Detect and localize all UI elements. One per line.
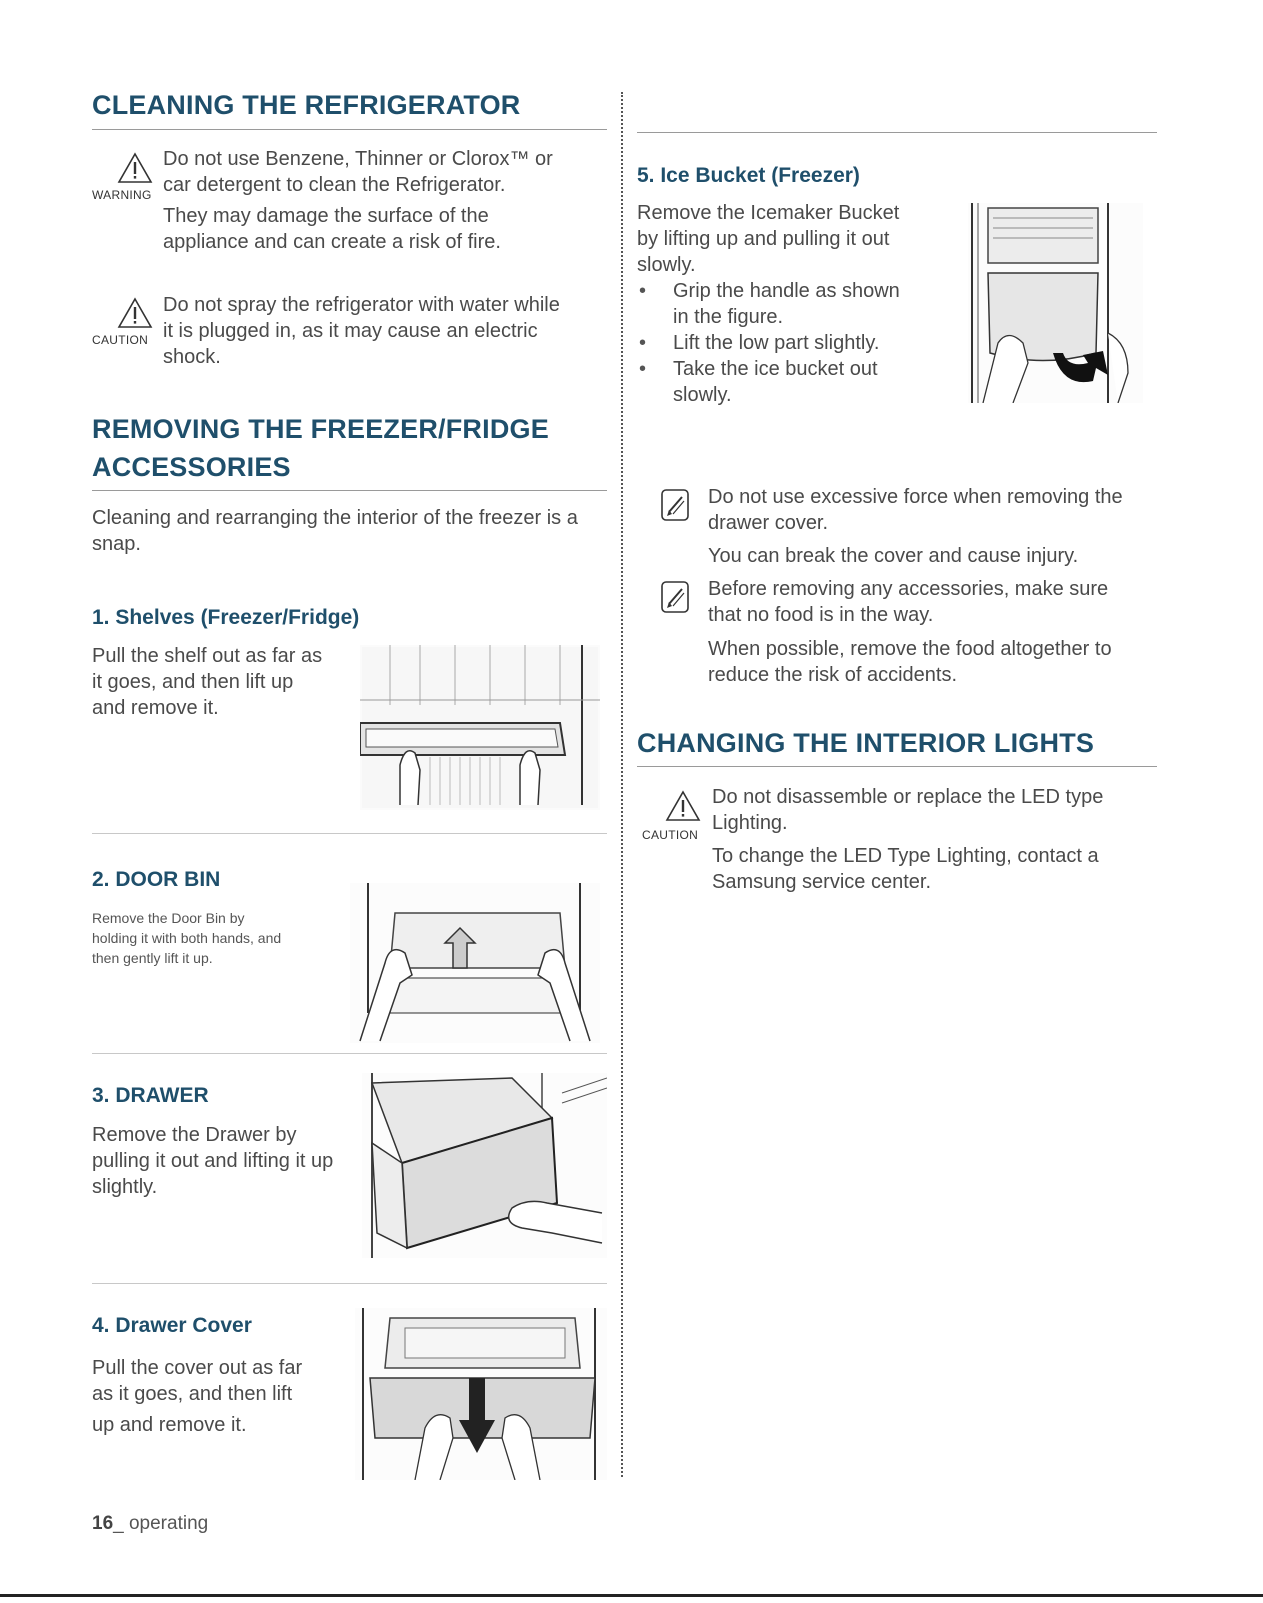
page-number: 16 bbox=[92, 1513, 114, 1534]
door-bin-line-1: Remove the Door Bin by bbox=[92, 910, 245, 926]
removing-title-line-1: REMOVING THE FREEZER/FRIDGE bbox=[92, 414, 549, 444]
lights-caution-line-4: Samsung service center. bbox=[712, 871, 931, 893]
lights-caution-line-3: To change the LED Type Lighting, contact a bbox=[712, 845, 1099, 867]
drawer-cover-illustration bbox=[355, 1308, 607, 1480]
cleaning-title: CLEANING THE REFRIGERATOR bbox=[92, 90, 521, 120]
ice-bucket-illustration bbox=[968, 203, 1143, 403]
note-2-line-1: Before removing any accessories, make sure bbox=[708, 578, 1109, 600]
lights-caution-label: CAUTION bbox=[642, 828, 699, 842]
bullet-item bbox=[637, 330, 937, 356]
shelves-line-1: Pull the shelf out as far as bbox=[92, 645, 323, 667]
lights-caution-line-1: Do not disassemble or replace the LED type bbox=[712, 786, 1104, 808]
door-bin-heading: 2. DOOR BIN bbox=[92, 868, 221, 891]
right-top-rule bbox=[637, 132, 1157, 133]
note-2-line-3: When possible, remove the food altogether to bbox=[708, 638, 1112, 660]
door-bin-illustration bbox=[350, 883, 600, 1043]
drawer-illustration bbox=[362, 1073, 607, 1258]
ice-bucket-bullets bbox=[637, 278, 937, 408]
shelf-illustration bbox=[360, 645, 600, 810]
caution-triangle-icon bbox=[665, 790, 701, 822]
note-1-line-3: You can break the cover and cause injury. bbox=[708, 545, 1079, 567]
drawer-cover-line-3: up and remove it. bbox=[92, 1414, 247, 1436]
bullet-1-line-1: Grip the handle as shown bbox=[673, 280, 900, 302]
drawer-line-1: Remove the Drawer by bbox=[92, 1124, 297, 1146]
bullet-item bbox=[637, 356, 937, 408]
bullet-3-line-2: slowly. bbox=[673, 384, 732, 406]
lights-caution-line-2: Lighting. bbox=[712, 812, 788, 834]
note-1-line-2: drawer cover. bbox=[708, 512, 829, 534]
bullet-1-line-2: in the figure. bbox=[673, 306, 784, 328]
footer-section: _ operating bbox=[113, 1513, 209, 1534]
section-rule-3 bbox=[92, 1283, 607, 1284]
bullet-2-line-1: Lift the low part slightly. bbox=[673, 332, 880, 354]
note-2-line-2: that no food is in the way. bbox=[708, 604, 934, 626]
intro-line-1: Cleaning and rearranging the interior of the freezer is a bbox=[92, 507, 578, 529]
note-pencil-icon bbox=[660, 488, 690, 522]
bullet-3-line-1: Take the ice bucket out bbox=[673, 358, 878, 380]
caution-triangle-icon bbox=[117, 297, 153, 329]
lights-rule bbox=[637, 766, 1157, 767]
column-divider bbox=[621, 92, 623, 1477]
bullet-item bbox=[637, 278, 937, 330]
drawer-line-3: slightly. bbox=[92, 1176, 158, 1198]
door-bin-line-3: then gently lift it up. bbox=[92, 950, 213, 966]
drawer-cover-line-2: as it goes, and then lift bbox=[92, 1383, 293, 1405]
removing-rule bbox=[92, 490, 607, 491]
shelves-line-2: it goes, and then lift up bbox=[92, 671, 294, 693]
warning-line-2: car detergent to clean the Refrigerator. bbox=[163, 174, 506, 196]
caution-line-2: it is plugged in, as it may cause an electric bbox=[163, 320, 538, 342]
section-rule-1 bbox=[92, 833, 607, 834]
section-rule-2 bbox=[92, 1053, 607, 1054]
lights-title: CHANGING THE INTERIOR LIGHTS bbox=[637, 728, 1095, 758]
page-footer bbox=[92, 1513, 208, 1535]
bottom-edge bbox=[0, 1594, 1263, 1597]
caution-line-1: Do not spray the refrigerator with water while bbox=[163, 294, 560, 316]
caution-label: CAUTION bbox=[92, 333, 149, 347]
caution-line-3: shock. bbox=[163, 346, 221, 368]
intro-line-2: snap. bbox=[92, 533, 141, 555]
warning-triangle-icon bbox=[117, 152, 153, 184]
door-bin-line-2: holding it with both hands, and bbox=[92, 930, 282, 946]
ice-bucket-line-1: Remove the Icemaker Bucket bbox=[637, 202, 900, 224]
drawer-heading: 3. DRAWER bbox=[92, 1084, 209, 1107]
note-2-line-4: reduce the risk of accidents. bbox=[708, 664, 958, 686]
shelves-line-3: and remove it. bbox=[92, 697, 219, 719]
warning-line-3: They may damage the surface of the bbox=[163, 205, 489, 227]
drawer-cover-line-1: Pull the cover out as far bbox=[92, 1357, 303, 1379]
shelves-heading: 1. Shelves (Freezer/Fridge) bbox=[92, 606, 360, 629]
warning-line-4: appliance and can create a risk of fire. bbox=[163, 231, 501, 253]
warning-line-1: Do not use Benzene, Thinner or Clorox™ or bbox=[163, 148, 553, 170]
drawer-line-2: pulling it out and lifting it up bbox=[92, 1150, 334, 1172]
removing-title-line-2: ACCESSORIES bbox=[92, 452, 291, 482]
warning-label: WARNING bbox=[92, 188, 152, 202]
title-rule bbox=[92, 129, 607, 130]
ice-bucket-heading: 5. Ice Bucket (Freezer) bbox=[637, 164, 860, 187]
drawer-cover-heading: 4. Drawer Cover bbox=[92, 1314, 252, 1337]
ice-bucket-line-3: slowly. bbox=[637, 254, 696, 276]
note-pencil-icon bbox=[660, 580, 690, 614]
ice-bucket-line-2: by lifting up and pulling it out bbox=[637, 228, 890, 250]
note-1-line-1: Do not use excessive force when removing the bbox=[708, 486, 1123, 508]
